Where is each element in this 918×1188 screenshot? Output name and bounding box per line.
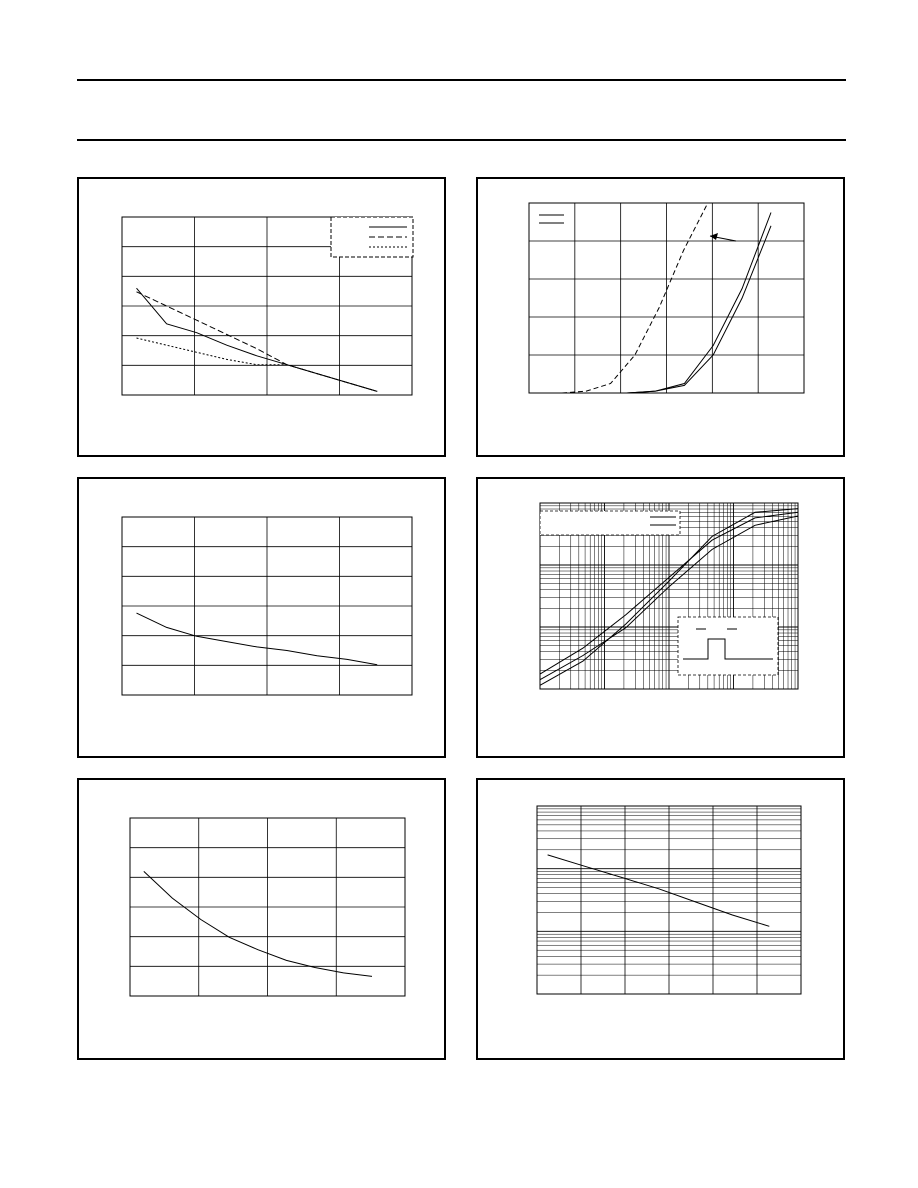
chart-panel-4 bbox=[476, 477, 845, 758]
chart-6-svg bbox=[478, 780, 843, 1058]
chart-panel-2 bbox=[476, 177, 845, 457]
chart-1-series-1-line bbox=[137, 288, 378, 391]
chart-5-series-1-line bbox=[144, 871, 372, 976]
chart-1-series-2-line bbox=[137, 292, 378, 392]
chart-panel-6 bbox=[476, 778, 845, 1060]
chart-1-series-3-line bbox=[137, 338, 378, 391]
chart-3-series-1-line bbox=[137, 613, 378, 665]
chart-2-series-2-line bbox=[598, 213, 771, 394]
header-rule-top bbox=[77, 79, 846, 81]
chart-4-svg bbox=[478, 479, 843, 756]
chart-2-series-1-line bbox=[562, 203, 708, 393]
chart-5-svg bbox=[79, 780, 444, 1058]
chart-3-svg bbox=[79, 479, 444, 756]
chart-2-arrowhead bbox=[710, 233, 718, 240]
chart-4-legend-box bbox=[540, 511, 680, 535]
chart-panel-5 bbox=[77, 778, 446, 1060]
chart-2-series-3-line bbox=[598, 226, 771, 393]
chart-panel-1 bbox=[77, 177, 446, 457]
chart-1-svg bbox=[79, 179, 444, 455]
chart-panel-3 bbox=[77, 477, 446, 758]
header-rule-bottom bbox=[77, 139, 846, 141]
chart-4-inset-box bbox=[678, 617, 778, 675]
chart-2-svg bbox=[478, 179, 843, 455]
